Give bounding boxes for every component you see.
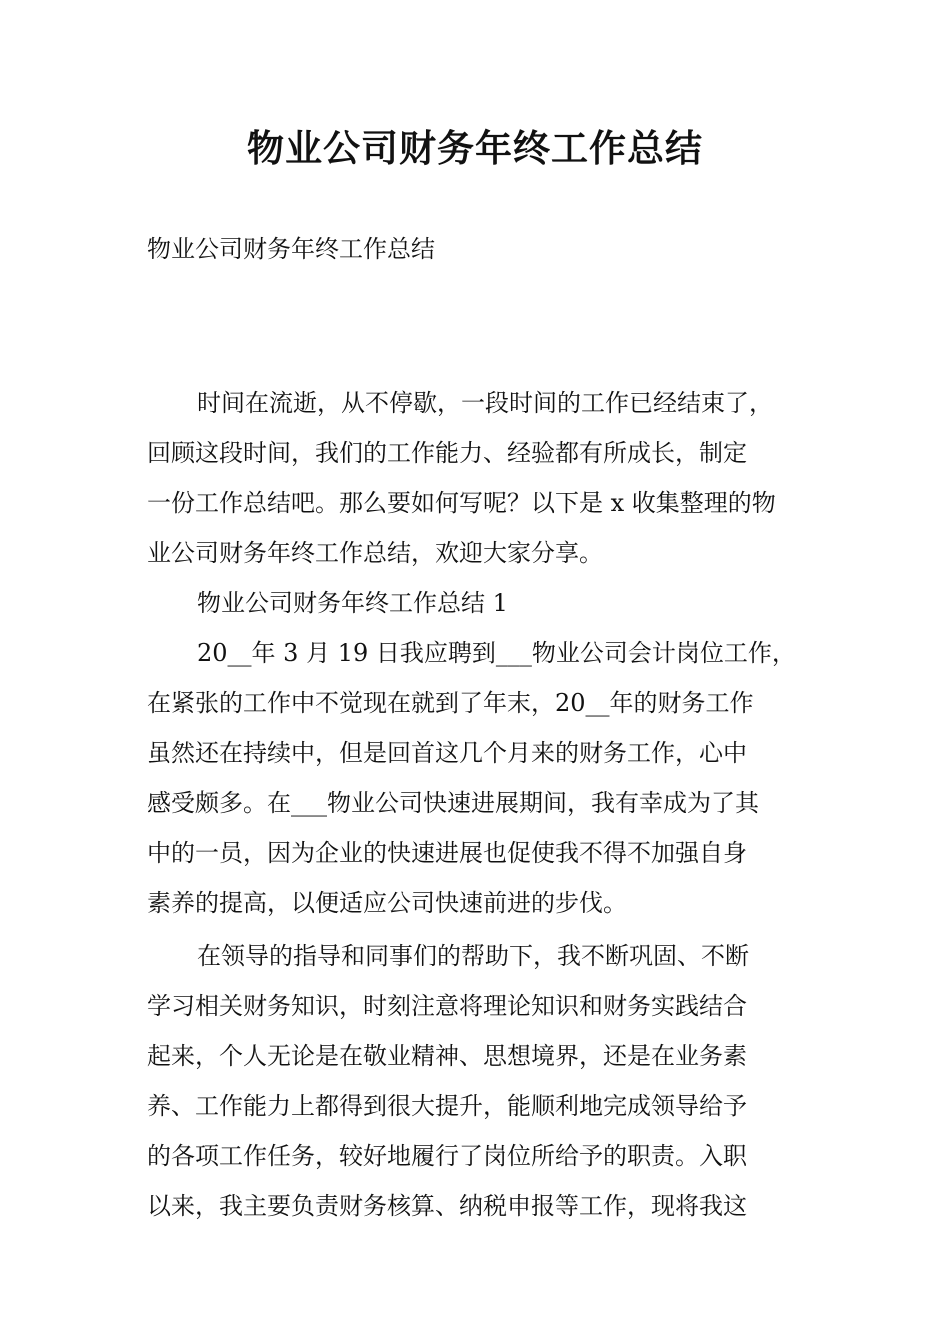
paragraph-line: 的各项工作任务，较好地履行了岗位所给予的职责。入职 (147, 1142, 747, 1170)
paragraph-line: 20__年 3 月 19 日我应聘到___物业公司会计岗位工作， (197, 639, 796, 667)
paragraph-line: 回顾这段时间，我们的工作能力、经验都有所成长，制定 (147, 439, 747, 467)
paragraph-line: 一份工作总结吧。那么要如何写呢？以下是 x 收集整理的物 (147, 489, 776, 517)
paragraph-line: 起来，个人无论是在敬业精神、思想境界，还是在业务素 (147, 1042, 747, 1070)
document-body (147, 378, 812, 1231)
paragraph-line: 虽然还在持续中，但是回首这几个月来的财务工作，心中 (147, 739, 747, 767)
document-title: 物业公司财务年终工作总结 (247, 126, 703, 170)
paragraph-line: 业公司财务年终工作总结，欢迎大家分享。 (147, 539, 603, 567)
paragraph-line: 学习相关财务知识，时刻注意将理论知识和财务实践结合 (147, 992, 747, 1020)
paragraph-line: 在领导的指导和同事们的帮助下，我不断巩固、不断 (197, 942, 749, 970)
section-heading: 物业公司财务年终工作总结 1 (197, 589, 508, 617)
paragraph-line: 养、工作能力上都得到很大提升，能顺利地完成领导给予 (147, 1092, 747, 1120)
paragraph-line: 在紧张的工作中不觉现在就到了年末，20__年的财务工作 (147, 689, 754, 717)
paragraph-line: 中的一员，因为企业的快速进展也促使我不得不加强自身 (147, 839, 747, 867)
document-subtitle: 物业公司财务年终工作总结 (147, 235, 435, 263)
paragraph-line: 感受颇多。在___物业公司快速进展期间，我有幸成为了其 (147, 789, 759, 817)
paragraph-line: 时间在流逝，从不停歇，一段时间的工作已经结束了， (197, 389, 773, 417)
paragraph-line: 以来，我主要负责财务核算、纳税申报等工作，现将我这 (147, 1192, 747, 1220)
paragraph-line: 素养的提高，以便适应公司快速前进的步伐。 (147, 889, 627, 917)
